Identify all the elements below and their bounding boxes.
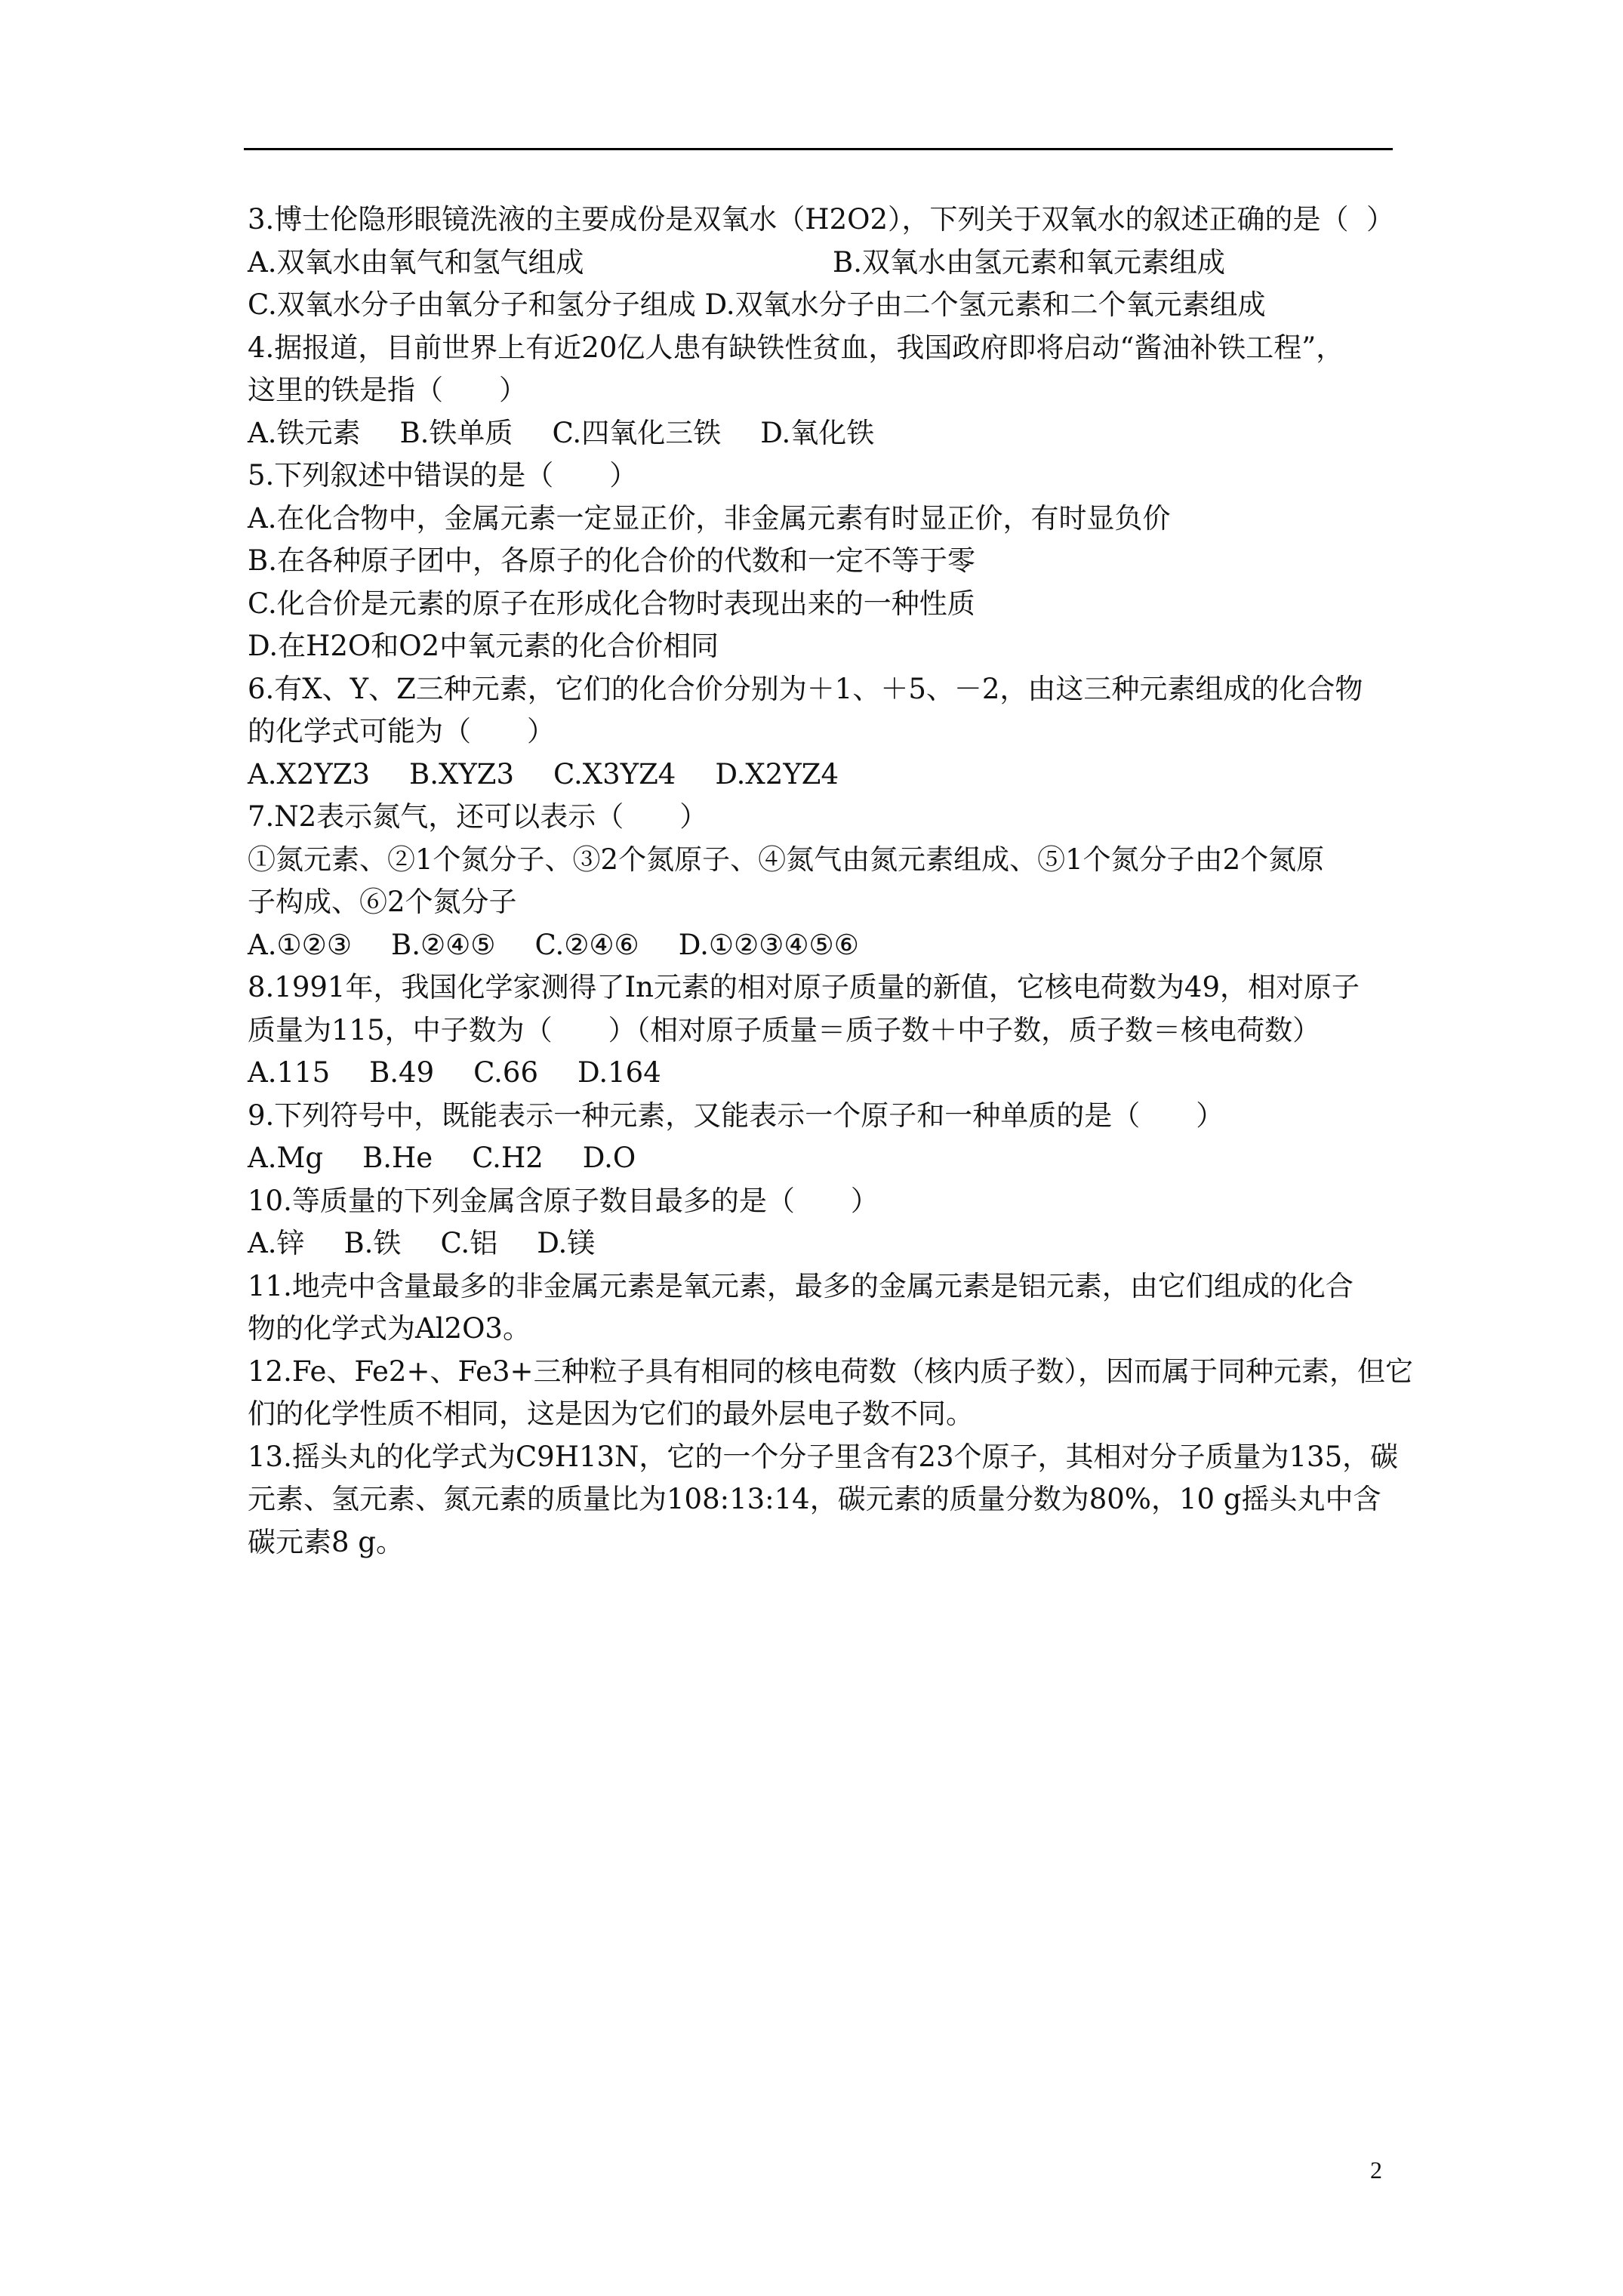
- question-7-stem: 7.N2表示氮气，还可以表示（ ）: [248, 800, 708, 833]
- question-12-line-1: 12.Fe、Fe2+、Fe3+三种粒子具有相同的核电荷数（核内质子数），因而属于同种元素，但它: [248, 1354, 1414, 1388]
- question-8-stem-line-1: 8.1991年，我国化学家测得了In元素的相对原子质量的新值，它核电荷数为49，相对原子: [248, 971, 1360, 1003]
- question-6-options: [248, 754, 1395, 797]
- question-7-items-line-2: 子构成、⑥2个氮分子: [248, 886, 517, 918]
- question-5-option-d: D.在H2O和O2中氧元素的化合价相同: [248, 630, 719, 662]
- question-13-line-1: 13.摇头丸的化学式为C9H13N，它的一个分子里含有23个原子，其相对分子质量为135，碳: [248, 1440, 1399, 1473]
- question-3-options-row-2: [248, 284, 1395, 327]
- question-4-option-d: D.氧化铁: [760, 416, 875, 449]
- question-3-options-row-1: [248, 242, 1395, 285]
- question-7-option-a: A.①②③: [248, 928, 352, 961]
- question-8-options: [248, 1052, 1395, 1095]
- question-7-options: [248, 924, 1395, 967]
- question-4-stem-line-1: 4.据报道，目前世界上有近20亿人患有缺铁性贫血，我国政府即将启动“酱油补铁工程”，: [248, 331, 1344, 364]
- question-10-option-c: C.铝: [440, 1227, 498, 1259]
- question-8-option-c: C.66: [473, 1056, 538, 1089]
- question-4-option-c: C.四氧化三铁: [552, 416, 722, 449]
- question-6-option-c: C.X3YZ4: [553, 757, 676, 791]
- question-13-line-3: 碳元素8 g。: [248, 1525, 404, 1558]
- question-8-option-b: B.49: [369, 1056, 435, 1089]
- question-9-stem: 9.下列符号中，既能表示一种元素，又能表示一个原子和一种单质的是（ ）: [248, 1099, 1224, 1132]
- question-4-stem-line-2: 这里的铁是指（ ）: [248, 374, 527, 406]
- question-6-stem-line-2: 的化学式可能为（ ）: [248, 715, 555, 747]
- question-3-option-a: A.双氧水由氧气和氢气组成: [248, 245, 584, 279]
- header-rule: [244, 148, 1393, 150]
- question-10-options: [248, 1222, 1395, 1265]
- question-6-option-a: A.X2YZ3: [248, 757, 371, 791]
- question-4-option-a: A.铁元素: [248, 416, 361, 449]
- question-4-options: [248, 412, 1395, 455]
- question-12-line-2: 们的化学性质不相同，这是因为它们的最外层电子数不同。: [248, 1398, 974, 1430]
- question-list: [248, 199, 1414, 1564]
- question-9-option-d: D.O: [582, 1142, 636, 1174]
- question-3-option-c: C.双氧水分子由氧分子和氢分子组成: [248, 288, 696, 321]
- question-11-line-2: 物的化学式为Al2O3。: [248, 1312, 531, 1345]
- question-5-option-b: B.在各种原子团中，各原子的化合价的代数和一定不等于零: [248, 544, 975, 577]
- question-7-items-line-1: ①氮元素、②1个氮分子、③2个氮原子、④氮气由氮元素组成、⑤1个氮分子由2个氮原: [248, 843, 1325, 876]
- question-9-option-b: B.He: [362, 1142, 433, 1174]
- question-10-stem: 10.等质量的下列金属含原子数目最多的是（ ）: [248, 1184, 879, 1217]
- question-6-option-d: D.X2YZ4: [715, 757, 839, 791]
- question-8-stem-line-2: 质量为115，中子数为（ ）（相对原子质量＝质子数＋中子数，质子数＝核电荷数）: [248, 1013, 1321, 1046]
- question-5-stem: 5.下列叙述中错误的是（ ）: [248, 459, 638, 492]
- question-11-line-1: 11.地壳中含量最多的非金属元素是氧元素，最多的金属元素是铝元素，由它们组成的化合: [248, 1269, 1354, 1302]
- question-9-option-a: A.Mg: [248, 1142, 324, 1174]
- question-6-option-b: B.XYZ3: [409, 757, 515, 791]
- question-8-option-a: A.115: [248, 1056, 331, 1089]
- question-9-option-c: C.H2: [472, 1142, 544, 1174]
- question-3-option-d: D.双氧水分子由二个氢元素和二个氧元素组成: [704, 288, 1266, 321]
- question-10-option-d: D.镁: [537, 1227, 596, 1259]
- question-9-options: [248, 1137, 1395, 1180]
- question-10-option-b: B.铁: [343, 1227, 402, 1259]
- question-7-option-c: C.②④⑥: [534, 928, 639, 961]
- question-10-option-a: A.锌: [248, 1227, 305, 1259]
- question-4-option-b: B.铁单质: [399, 416, 513, 449]
- question-5-option-c: C.化合价是元素的原子在形成化合物时表现出来的一种性质: [248, 587, 975, 620]
- question-5-option-a: A.在化合物中，金属元素一定显正价，非金属元素有时显正价，有时显负价: [248, 501, 1171, 535]
- question-8-option-d: D.164: [577, 1056, 661, 1089]
- question-3-stem: 3.博士伦隐形眼镜洗液的主要成份是双氧水（H2O2），下列关于双氧水的叙述正确的是（ ）: [248, 203, 1395, 236]
- question-13-line-2: 元素、氢元素、氮元素的质量比为108:13:14，碳元素的质量分数为80%，10 g摇头丸中含: [248, 1483, 1381, 1515]
- page-number: 2: [1370, 2156, 1382, 2184]
- question-3-option-b: B.双氧水由氢元素和氧元素组成: [833, 245, 1225, 279]
- question-7-option-d: D.①②③④⑤⑥: [678, 928, 859, 961]
- question-6-stem-line-1: 6.有X、Y、Z三种元素，它们的化合价分别为＋1、＋5、－2，由这三种元素组成的化合物: [248, 672, 1363, 705]
- question-7-option-b: B.②④⑤: [391, 928, 496, 961]
